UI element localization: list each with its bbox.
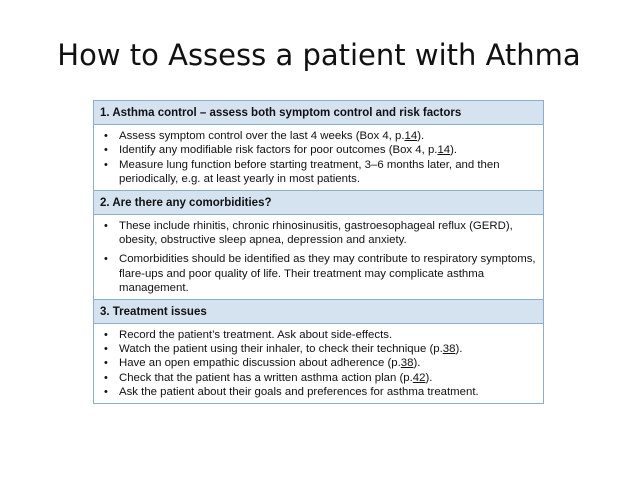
list-item: • Watch the patient using their inhaler, to check their technique (p.38). [100,342,537,356]
list-item: • Have an open empathic discussion about adherence (p.38). [100,356,537,370]
section-body [94,215,543,299]
page-link[interactable]: 42 [412,371,426,384]
list-item: • Measure lung function before starting treatment, 3–6 months later, and then periodically, e.g. at least yearly in most patients. [100,158,537,187]
list-item: • Identify any modifiable risk factors for poor outcomes (Box 4, p.14). [100,143,537,157]
section-treatment-issues [94,299,543,403]
page-link[interactable]: 38 [442,343,456,356]
section-comorbidities [94,190,543,299]
section-heading: 3. Treatment issues [94,299,543,324]
slide-title: How to Assess a patient with Athma [57,38,581,72]
section-heading: 2. Are there any comorbidities? [94,190,543,215]
page-link[interactable]: 14 [404,130,418,142]
list-item: • These include rhinitis, chronic rhinosinusitis, gastroesophageal reflux (GERD), obesity, obstructive sleep apnea, depression and anxiety. [100,219,537,248]
list-item: • Assess symptom control over the last 4 weeks (Box 4, p.14). [100,129,537,143]
section-body [94,125,543,190]
list-item: • Check that the patient has a written asthma action plan (p.42). [100,371,537,385]
section-body [94,324,543,403]
list-item: • Record the patient’s treatment. Ask about side-effects. [100,328,537,342]
list-item: • Comorbidities should be identified as they may contribute to respiratory symptoms, flare-ups and poor quality of life. Their treatment may complicate asthma management. [100,252,537,295]
section-heading: 1. Asthma control – assess both symptom control and risk factors [94,101,543,125]
section-asthma-control [94,101,543,190]
page-link[interactable]: 38 [400,357,414,370]
page-link[interactable]: 14 [437,144,451,157]
assessment-table [93,100,544,404]
list-item: • Ask the patient about their goals and preferences for asthma treatment. [100,385,537,399]
